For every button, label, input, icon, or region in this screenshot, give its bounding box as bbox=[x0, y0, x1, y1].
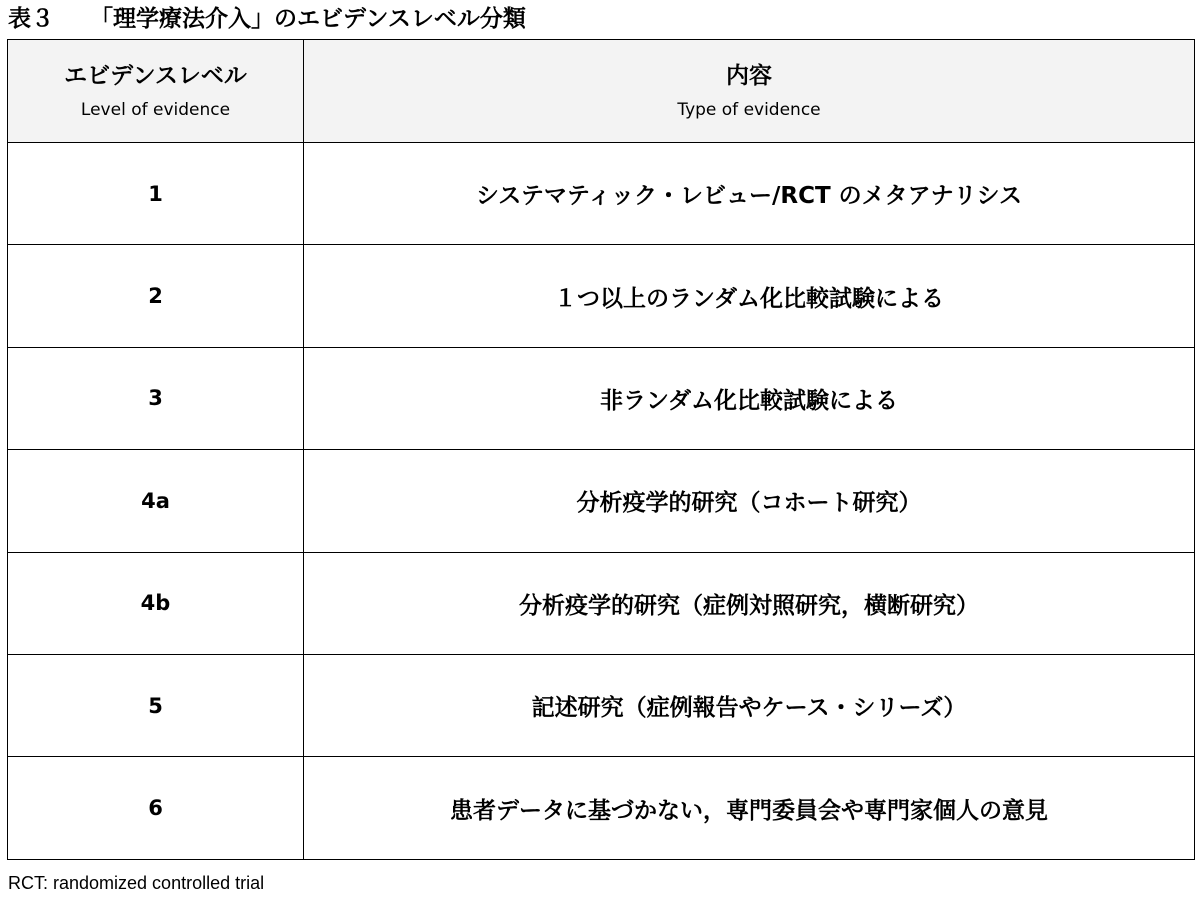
content-cell: システマティック・レビュー/RCT のメタアナリシス bbox=[304, 143, 1195, 245]
content-cell: 分析疫学的研究（コホート研究） bbox=[304, 450, 1195, 552]
table-row bbox=[8, 757, 1195, 859]
header-level bbox=[8, 40, 304, 143]
table-title: 「理学療法介入」のエビデンスレベル分類 bbox=[90, 6, 526, 32]
header-row bbox=[8, 40, 1195, 143]
evidence-level-table bbox=[7, 39, 1195, 860]
table-row bbox=[8, 143, 1195, 245]
level-cell: 3 bbox=[8, 347, 304, 449]
content-cell: 分析疫学的研究（症例対照研究，横断研究） bbox=[304, 552, 1195, 654]
table-row bbox=[8, 347, 1195, 449]
header-level-jp: エビデンスレベル bbox=[64, 63, 247, 89]
table-row bbox=[8, 450, 1195, 552]
footnote: RCT: randomized controlled trial bbox=[8, 873, 265, 893]
level-cell: 5 bbox=[8, 654, 304, 756]
content-cell: 非ランダム化比較試験による bbox=[304, 347, 1195, 449]
level-cell: 2 bbox=[8, 245, 304, 347]
table-row bbox=[8, 552, 1195, 654]
table-row bbox=[8, 654, 1195, 756]
table-number: 表３ bbox=[8, 6, 54, 32]
level-cell: 6 bbox=[8, 757, 304, 859]
header-content-jp: 内容 bbox=[726, 63, 772, 89]
content-cell: 記述研究（症例報告やケース・シリーズ） bbox=[304, 654, 1195, 756]
header-content bbox=[304, 40, 1195, 143]
content-cell: 患者データに基づかない，専門委員会や専門家個人の意見 bbox=[304, 757, 1195, 859]
level-cell: 4b bbox=[8, 552, 304, 654]
table-caption bbox=[8, 2, 526, 36]
table-row bbox=[8, 245, 1195, 347]
content-cell: １つ以上のランダム化比較試験による bbox=[304, 245, 1195, 347]
header-content-en: Type of evidence bbox=[677, 100, 821, 120]
level-cell: 4a bbox=[8, 450, 304, 552]
header-level-en: Level of evidence bbox=[80, 100, 231, 120]
level-cell: 1 bbox=[8, 143, 304, 245]
